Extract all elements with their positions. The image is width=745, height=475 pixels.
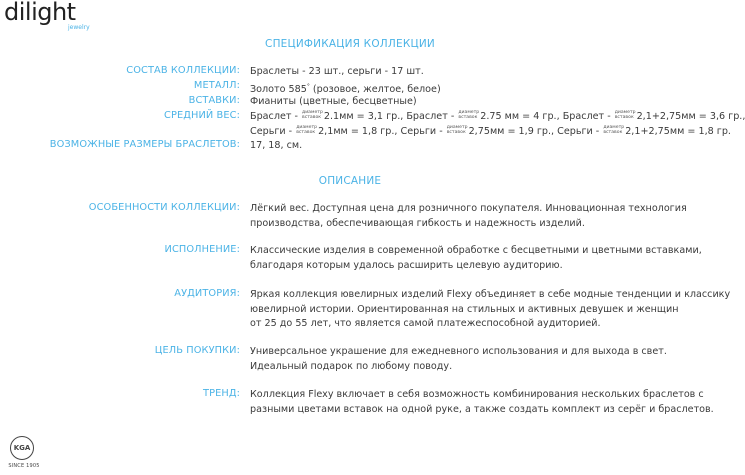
spec-label: ВОЗМОЖНЫЕ РАЗМЕРЫ БРАСЛЕТОВ: — [49, 139, 240, 150]
desc-value: Коллекция Flexy включает в себя возможность комбинирования нескольких браслетов с разными цветами вставок на одной руке, а также создать комплект из серёг и браслетов. — [250, 389, 714, 415]
desc-section-title: ОПИСАНИЕ — [318, 175, 382, 187]
spec-label: СРЕДНИЙ ВЕС: — [164, 110, 240, 121]
desc-label: ТРЕНД: — [202, 388, 240, 399]
spec-value: Браслеты - 23 шт., серьги - 17 шт. — [250, 66, 424, 77]
spec-value: Золото 585° (розовое, желтое, белое) — [250, 83, 441, 95]
logo-subtitle: jewelry — [68, 24, 90, 31]
insert-diameter-note: диаметр вставок — [296, 124, 318, 135]
spec-label: МЕТАЛЛ: — [193, 80, 240, 91]
badge-since-text: SINCE 1905 — [8, 463, 40, 469]
spec-label: СОСТАВ КОЛЛЕКЦИИ: — [126, 65, 240, 76]
desc-label: АУДИТОРИЯ: — [174, 288, 240, 299]
logo-wordmark: dilight — [4, 0, 76, 26]
spec-section-title: СПЕЦИФИКАЦИЯ КОЛЛЕКЦИИ — [265, 38, 435, 50]
desc-value: Универсальное украшение для ежедневного использования и для выхода в свет. Идеальный подарок по любому поводу. — [250, 346, 667, 372]
insert-diameter-note: диаметр вставок — [446, 124, 468, 135]
kga-seal-icon: KGA — [10, 436, 34, 460]
spec-value: Браслет - диаметр вставок 2.1мм = 3,1 гр., Браслет - диаметр вставок 2.75 мм = 4 гр., Браслет - диаметр вставок 2,1+2,75мм = 3,6 гр., Серьги - диаметр вставок 2,1мм = 1,8 гр., Серьги - диаметр вставок 2,75мм = 1,9 гр., Серьги - диаметр вставок 2,1+2,75мм = 1,8 гр. — [250, 110, 745, 137]
insert-diameter-note: диаметр вставок — [614, 110, 636, 120]
insert-diameter-note: диаметр вставок — [302, 110, 323, 120]
kga-badge — [6, 436, 40, 472]
spec-value: 17, 18, см. — [250, 140, 303, 151]
desc-label: ЦЕЛЬ ПОКУПКИ: — [154, 345, 240, 356]
desc-value: Лёгкий вес. Доступная цена для розничного покупателя. Инновационная технология производства, обеспечивающая гибкость и надежность изделий. — [250, 203, 687, 229]
desc-label: ИСПОЛНЕНИЕ: — [164, 244, 240, 255]
insert-diameter-note: диаметр вставок — [603, 124, 625, 135]
spec-label: ВСТАВКИ: — [188, 95, 240, 106]
desc-label: ОСОБЕННОСТИ КОЛЛЕКЦИИ: — [88, 202, 240, 213]
desc-value: Яркая коллекция ювелирных изделий Flexy объединяет в себе модные тенденции и классику ювелирной истории. Ориентированная на стильных и активных девушек и женщин от 25 до 55 лет, что является самой платежеспособной аудиторией. — [250, 289, 731, 329]
spec-value: Фианиты (цветные, бесцветные) — [250, 96, 417, 107]
desc-value: Классические изделия в современной обработке с бесцветными и цветными вставками, благодаря которым удалось расширить целевую аудиторию. — [250, 245, 702, 271]
brand-logo — [4, 0, 94, 36]
insert-diameter-note: диаметр вставок — [458, 110, 480, 120]
